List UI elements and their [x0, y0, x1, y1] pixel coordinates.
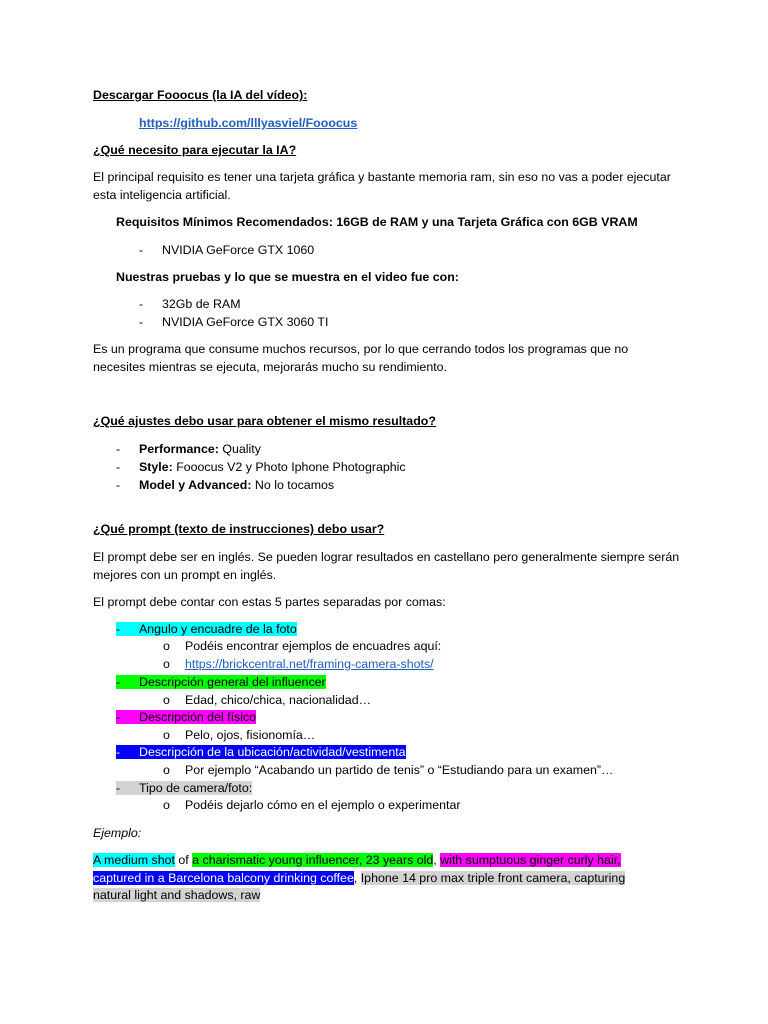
tests-item-text: NVIDIA GeForce GTX 3060 TI	[162, 315, 329, 329]
example-physical: with sumptuous ginger curly hair,	[440, 853, 621, 867]
circle-bullet-icon: o	[163, 728, 170, 742]
prompt-part-item	[116, 744, 706, 762]
circle-bullet-icon: o	[163, 763, 170, 777]
prompt-part-item	[116, 674, 706, 692]
subitem-text: Edad, chico/chica, nacionalidad…	[185, 693, 371, 707]
framing-link[interactable]: https://brickcentral.net/framing-camera-shots/	[185, 657, 434, 671]
req-list-item	[139, 242, 729, 260]
settings-list-item	[116, 477, 706, 495]
prompt-subitem	[163, 797, 753, 815]
setting-label: Style:	[139, 460, 173, 474]
part-label: Descripción del físico	[139, 710, 257, 724]
dash-bullet: -	[116, 745, 121, 759]
requirements-question: ¿Qué necesito para ejecutar la IA?	[93, 143, 297, 157]
req-item-text: NVIDIA GeForce GTX 1060	[162, 243, 315, 257]
prompt-part-item	[116, 621, 706, 639]
setting-label: Model y Advanced:	[139, 478, 252, 492]
tests-item-text: 32Gb de RAM	[162, 297, 241, 311]
requirements-paragraph: El principal requisito es tener una tarjeta gráfica y bastante memoria ram, sin eso no vas a poder ejecutar esta inteligencia artificial.	[93, 170, 671, 202]
example-camera: Iphone 14 pro max triple front camera, capturing	[360, 871, 626, 885]
settings-list-item	[116, 441, 706, 459]
example-prompt-line2	[93, 870, 683, 888]
dash-bullet: -	[116, 781, 121, 795]
part1-highlight	[116, 622, 297, 636]
setting-value: Quality	[218, 442, 261, 456]
prompt-question: ¿Qué prompt (texto de instrucciones) debo usar?	[93, 522, 385, 536]
dash-bullet: -	[116, 460, 121, 474]
download-heading: Descargar Fooocus (la IA del vídeo):	[93, 88, 308, 102]
setting-value: Fooocus V2 y Photo Iphone Photographic	[172, 460, 406, 474]
tests-list-item	[139, 314, 729, 332]
setting-value: No lo tocamos	[251, 478, 335, 492]
example-influencer: a charismatic young influencer, 23 years old	[192, 853, 434, 867]
subitem-text: Podéis encontrar ejemplos de encuadres aquí:	[185, 639, 442, 653]
dash-bullet: -	[116, 710, 121, 724]
part2-highlight	[116, 675, 326, 689]
tests-list-item	[139, 296, 729, 314]
example-camera: natural light and shadows, raw	[93, 888, 261, 902]
tests-heading: Nuestras pruebas y lo que se muestra en el video fue con:	[116, 270, 459, 284]
dash-bullet: -	[116, 622, 121, 636]
example-text: ,	[353, 871, 361, 885]
prompt-subitem	[163, 762, 753, 780]
prompt-part-item	[116, 780, 706, 798]
prompt-subitem	[163, 656, 753, 674]
part-label: Descripción general del influencer	[139, 675, 326, 689]
example-location: captured in a Barcelona balcony drinking coffee	[93, 871, 354, 885]
example-text: of	[174, 853, 193, 867]
dash-bullet: -	[116, 675, 121, 689]
example-text: ,	[433, 853, 441, 867]
dash-bullet: -	[116, 442, 121, 456]
settings-question: ¿Qué ajustes debo usar para obtener el mismo resultado?	[93, 414, 436, 428]
part3-highlight	[116, 710, 256, 724]
circle-bullet-icon: o	[163, 657, 170, 671]
setting-label: Performance:	[139, 442, 219, 456]
part5-highlight	[116, 781, 252, 795]
subitem-text: Podéis dejarlo cómo en el ejemplo o experimentar	[185, 798, 461, 812]
part-label: Tipo de camera/foto:	[139, 781, 253, 795]
dash-bullet: -	[139, 243, 144, 257]
dash-bullet: -	[139, 297, 144, 311]
example-framing: A medium shot	[93, 853, 175, 867]
fooocus-github-link[interactable]	[139, 115, 729, 133]
prompt-parts-paragraph: El prompt debe contar con estas 5 partes separadas por comas:	[93, 595, 446, 609]
circle-bullet-icon: o	[163, 639, 170, 653]
resources-paragraph: Es un programa que consume muchos recursos, por lo que cerrando todos los programas que no necesites mientras se ejecuta, mejorarás mucho su rendimiento.	[93, 342, 629, 374]
example-prompt-line3	[93, 887, 683, 905]
example-label: Ejemplo:	[93, 826, 142, 840]
settings-list-item	[116, 459, 706, 477]
prompt-language-paragraph: El prompt debe ser en inglés. Se pueden lograr resultados en castellano pero generalmente siempre serán mejores con un prompt en inglés.	[93, 550, 680, 582]
prompt-subitem	[163, 638, 753, 656]
part4-highlight	[116, 745, 406, 759]
dash-bullet: -	[116, 478, 121, 492]
example-prompt-line1	[93, 852, 683, 870]
prompt-part-item	[116, 709, 706, 727]
part-label: Angulo y encuadre de la foto	[139, 622, 297, 636]
dash-bullet: -	[139, 315, 144, 329]
prompt-subitem	[163, 692, 753, 710]
part-label: Descripción de la ubicación/actividad/vestimenta	[139, 745, 406, 759]
prompt-subitem	[163, 727, 753, 745]
circle-bullet-icon: o	[163, 798, 170, 812]
subitem-text: Pelo, ojos, fisionomía…	[185, 728, 316, 742]
fooocus-link-text[interactable]: https://github.com/lllyasviel/Fooocus	[139, 116, 358, 130]
circle-bullet-icon: o	[163, 693, 170, 707]
minimum-requirements-heading: Requisitos Mínimos Recomendados: 16GB de RAM y una Tarjeta Gráfica con 6GB VRAM	[116, 215, 638, 229]
subitem-text: Por ejemplo “Acabando un partido de tenis” o “Estudiando para un examen”…	[185, 763, 614, 777]
